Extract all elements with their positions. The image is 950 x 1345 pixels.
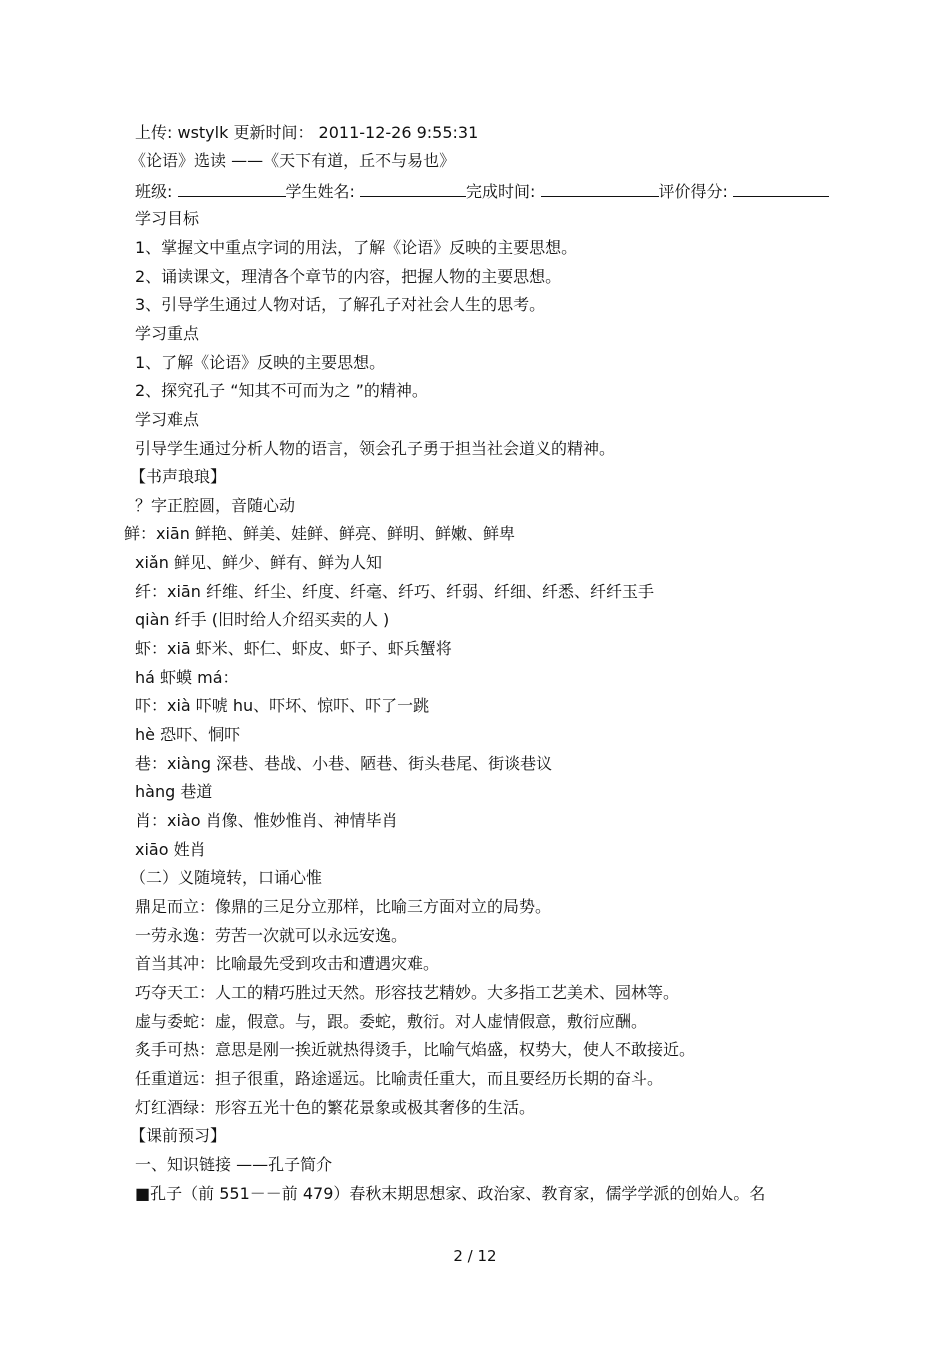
score-blank bbox=[733, 180, 829, 197]
idiom-line: 炙手可热：意思是刚一挨近就热得烫手，比喻气焰盛，权势大，使人不敢接近。 bbox=[135, 1040, 696, 1059]
student-name-label: 学生姓名: bbox=[285, 182, 355, 201]
idiom-line: 任重道远：担子很重，路途遥远。比喻责任重大，而且要经历长期的奋斗。 bbox=[135, 1069, 664, 1088]
body-line: 1、了解《论语》反映的主要思想。 bbox=[135, 353, 386, 372]
section-heading: 学习目标 bbox=[135, 209, 200, 228]
sub-heading: （二）义随境转，口诵心惟 bbox=[130, 868, 323, 887]
idiom-line: 巧夺天工：人工的精巧胜过天然。形容技艺精妙。大多指工艺美术、园林等。 bbox=[135, 983, 680, 1002]
idiom-line: 首当其冲：比喻最先受到攻击和遭遇灾难。 bbox=[135, 954, 440, 973]
student-info-form bbox=[135, 180, 829, 202]
body-line: 引导学生通过分析人物的语言，领会孔子勇于担当社会道义的精神。 bbox=[135, 439, 616, 458]
section-heading: 【课前预习】 bbox=[130, 1126, 227, 1145]
pronunciation-line: há 虾蟆 má： bbox=[135, 668, 239, 687]
section-heading: 学习难点 bbox=[135, 410, 200, 429]
idiom-line: 虚与委蛇：虚，假意。与，跟。委蛇，敷衍。对人虚情假意，敷衍应酬。 bbox=[135, 1012, 648, 1031]
pronunciation-line: 吓：xià 吓唬 hu、吓坏、惊吓、吓了一跳 bbox=[135, 696, 430, 715]
body-line: 1、掌握文中重点字词的用法，了解《论语》反映的主要思想。 bbox=[135, 238, 578, 257]
idiom-line: 鼎足而立：像鼎的三足分立那样，比喻三方面对立的局势。 bbox=[135, 897, 552, 916]
upload-info: 上传: wstylk 更新时间： 2011-12-26 9:55:31 bbox=[135, 123, 479, 142]
body-line: ■孔子（前 551－－前 479）春秋末期思想家、政治家、教育家，儒学学派的创始人。名 bbox=[135, 1184, 766, 1203]
pronunciation-line: hàng 巷道 bbox=[135, 782, 213, 801]
pronunciation-line: 虾：xiā 虾米、虾仁、虾皮、虾子、虾兵蟹将 bbox=[135, 639, 452, 658]
pronunciation-line: xiāo 姓肖 bbox=[135, 840, 206, 859]
pronunciation-line: hè 恐吓、恫吓 bbox=[135, 725, 241, 744]
pronunciation-line: 纤：xiān 纤维、纤尘、纤度、纤毫、纤巧、纤弱、纤细、纤悉、纤纤玉手 bbox=[135, 582, 654, 601]
class-label: 班级: bbox=[135, 182, 173, 201]
sub-heading: 一、知识链接 ——孔子简介 bbox=[135, 1155, 333, 1174]
section-heading: 【书声琅琅】 bbox=[130, 467, 227, 486]
document-title: 《论语》选读 ——《天下有道，丘不与易也》 bbox=[130, 151, 456, 170]
section-heading: 学习重点 bbox=[135, 324, 200, 343]
pronunciation-line: qiàn 纤手 (旧时给人介绍买卖的人 ) bbox=[135, 610, 390, 629]
score-label: 评价得分: bbox=[658, 182, 728, 201]
pronunciation-line: 巷：xiàng 深巷、巷战、小巷、陋巷、街头巷尾、街谈巷议 bbox=[135, 754, 553, 773]
idiom-line: 一劳永逸：劳苦一次就可以永远安逸。 bbox=[135, 926, 408, 945]
pronunciation-line: 鲜：xiān 鲜艳、鲜美、娃鲜、鲜亮、鲜明、鲜嫩、鲜卑 bbox=[124, 524, 515, 543]
sub-heading: ？字正腔圆，音随心动 bbox=[135, 496, 296, 515]
body-line: 2、诵读课文，理清各个章节的内容，把握人物的主要思想。 bbox=[135, 267, 562, 286]
student-name-blank bbox=[360, 180, 466, 197]
page-number: 2 / 12 bbox=[453, 1247, 497, 1265]
body-line: 2、探究孔子 “知其不可而为之 ”的精神。 bbox=[135, 381, 428, 400]
pronunciation-line: xiǎn 鲜见、鲜少、鲜有、鲜为人知 bbox=[135, 553, 382, 572]
completion-time-blank bbox=[541, 180, 659, 197]
class-blank bbox=[178, 180, 286, 197]
completion-time-label: 完成时间: bbox=[466, 182, 536, 201]
pronunciation-line: 肖：xiào 肖像、惟妙惟肖、神情毕肖 bbox=[135, 811, 398, 830]
body-line: 3、引导学生通过人物对话，了解孔子对社会人生的思考。 bbox=[135, 295, 546, 314]
idiom-line: 灯红酒绿：形容五光十色的繁花景象或极其奢侈的生活。 bbox=[135, 1098, 536, 1117]
